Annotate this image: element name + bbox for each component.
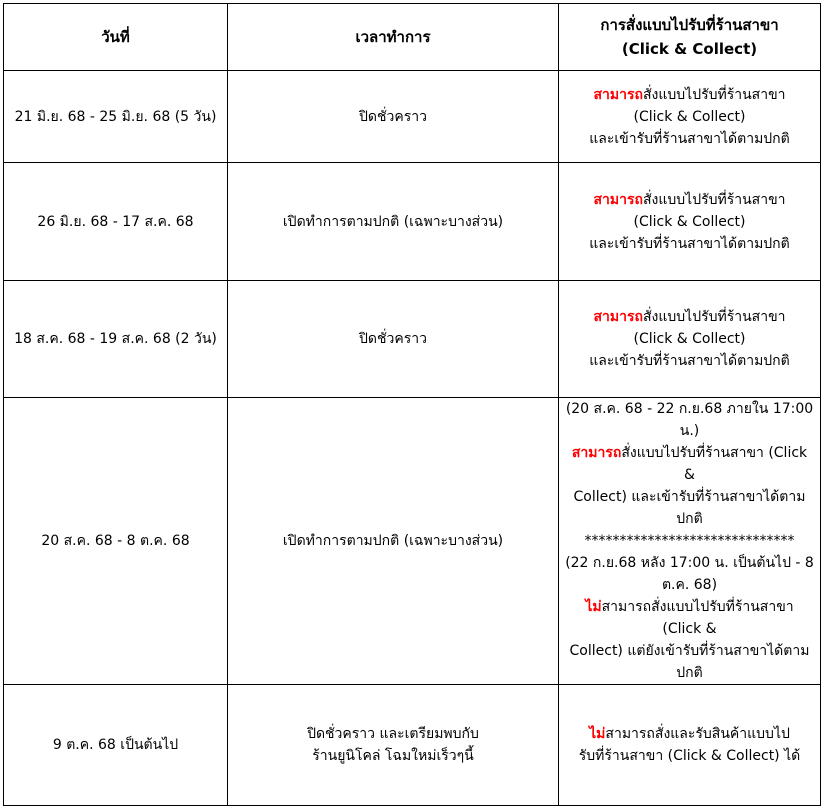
table-row xyxy=(4,163,821,281)
header-hours: เวลาทำการ xyxy=(228,4,559,71)
table-row xyxy=(4,281,821,398)
hours-cell: ปิดชั่วคราว xyxy=(228,281,559,398)
header-row xyxy=(4,4,821,71)
date-cell: 20 ส.ค. 68 - 8 ต.ค. 68 xyxy=(4,398,228,685)
table-row xyxy=(4,685,821,806)
date-cell: 18 ส.ค. 68 - 19 ส.ค. 68 (2 วัน) xyxy=(4,281,228,398)
header-click-collect xyxy=(559,4,821,71)
highlight-text: สามารถ xyxy=(593,86,643,103)
hours-cell: เปิดทำการตามปกติ (เฉพาะบางส่วน) xyxy=(228,398,559,685)
date-cell: 9 ต.ค. 68 เป็นต้นไป xyxy=(4,685,228,806)
collect-cell: สามารถสั่งแบบไปรับที่ร้านสาขา (Click & Collect) และเข้ารับที่ร้านสาขาได้ตามปกติ xyxy=(559,71,821,163)
header-collect-line2: (Click & Collect) xyxy=(621,40,758,58)
highlight-text: สามารถ xyxy=(593,191,643,208)
date-cell: 21 มิ.ย. 68 - 25 มิ.ย. 68 (5 วัน) xyxy=(4,71,228,163)
header-collect-line1: การสั่งแบบไปรับที่ร้านสาขา xyxy=(600,16,779,34)
highlight-text: ไม่ xyxy=(589,726,606,742)
date-cell: 26 มิ.ย. 68 - 17 ส.ค. 68 xyxy=(4,163,228,281)
hours-cell: ปิดชั่วคราว xyxy=(228,71,559,163)
separator: ****************************** xyxy=(584,533,795,549)
collect-cell: สามารถสั่งแบบไปรับที่ร้านสาขา (Click & Collect) และเข้ารับที่ร้านสาขาได้ตามปกติ xyxy=(559,163,821,281)
period-1-label: (20 ส.ค. 68 - 22 ก.ย.68 ภายใน 17:00 น.) xyxy=(565,401,814,439)
collect-cell: (20 ส.ค. 68 - 22 ก.ย.68 ภายใน 17:00 น.) สามารถสั่งแบบไปรับที่ร้านสาขา (Click & Collect) และเข้ารับที่ร้านสาขาได้ตามปกติ ****************************** (22 ก.ย.68 หลัง 17:00 น. เป็นต้นไป - 8 ต.ค. 68) ไม่สามารถสั่งแบบไปรับที่ร้านสาขา (Click & Collect) แต่ยังเข้ารับที่ร้านสาขาได้ตามปกติ xyxy=(559,398,821,685)
highlight-text: ไม่ xyxy=(585,599,602,615)
table-row xyxy=(4,71,821,163)
header-date: วันที่ xyxy=(4,4,228,71)
hours-cell: เปิดทำการตามปกติ (เฉพาะบางส่วน) xyxy=(228,163,559,281)
period-2-label: (22 ก.ย.68 หลัง 17:00 น. เป็นต้นไป - 8 ต.ค. 68) xyxy=(565,555,814,593)
schedule-table xyxy=(3,3,821,806)
highlight-text: สามารถ xyxy=(593,309,643,325)
collect-cell: ไม่สามารถสั่งและรับสินค้าแบบไป รับที่ร้านสาขา (Click & Collect) ได้ xyxy=(559,685,821,806)
hours-cell: ปิดชั่วคราว และเตรียมพบกับ ร้านยูนิโคล่ โฉมใหม่เร็วๆนี้ xyxy=(228,685,559,806)
table-row xyxy=(4,398,821,685)
highlight-text: สามารถ xyxy=(571,445,622,461)
collect-cell: สามารถสั่งแบบไปรับที่ร้านสาขา (Click & Collect) และเข้ารับที่ร้านสาขาได้ตามปกติ xyxy=(559,281,821,398)
